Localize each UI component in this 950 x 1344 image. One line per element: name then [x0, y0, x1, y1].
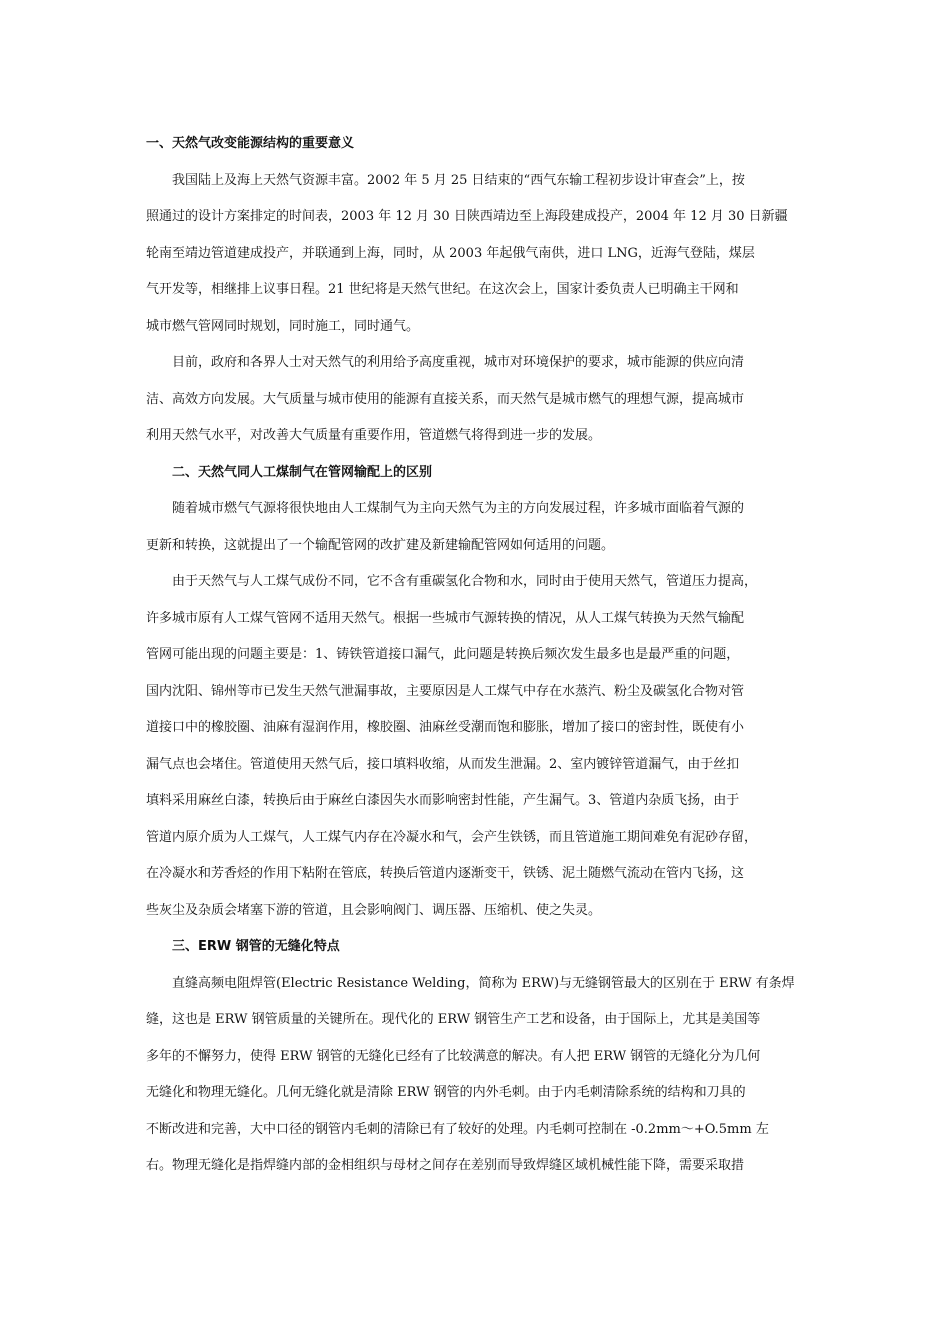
paragraph-line: 我国陆上及海上天然气资源丰富。2002 年 5 月 25 日结束的“西气东输工程初步设计审查会”上，按: [172, 172, 745, 188]
paragraph-line: 轮南至靖边管道建成投产，并联通到上海，同时，从 2003 年起俄气南供，进口 LNG，近海气登陆，煤层: [146, 245, 755, 261]
paragraph: [146, 491, 811, 564]
paragraph-line: 缝，这也是 ERW 钢管质量的关键所在。现代化的 ERW 钢管生产工艺和设备，由于国际上，尤其是美国等: [146, 1012, 761, 1027]
paragraph-line: 些灰尘及杂质会堵塞下游的管道，且会影响阀门、调压器、压缩机、使之失灵。: [146, 902, 602, 918]
paragraph-line: 在冷凝水和芳香烃的作用下粘附在管底，转换后管道内逐渐变干，铁锈、泥土随燃气流动在管内飞扬，这: [146, 866, 745, 881]
paragraph-line: 右。物理无缝化是指焊缝内部的金相组织与母材之间存在差别而导致焊缝区域机械性能下降，需要采取措: [146, 1158, 745, 1173]
paragraph-line: 随着城市燃气气源将很快地由人工煤制气为主向天然气为主的方向发展过程，许多城市面临着气源的: [172, 501, 745, 516]
paragraph-line: 更新和转换，这就提出了一个输配管网的改扩建及新建输配管网如何适用的问题。: [146, 537, 615, 553]
paragraph: [146, 345, 811, 455]
section-heading: 一、天然气改变能源结构的重要意义: [146, 136, 355, 151]
paragraph-line: 无缝化和物理无缝化。几何无缝化就是清除 ERW 钢管的内外毛刺。由于内毛刺清除系统的结构和刀具的: [146, 1085, 746, 1100]
paragraph-line: 不断改进和完善，大中口径的钢管内毛刺的清除已有了较好的处理。内毛刺可控制在 -0.2mm～+O.5mm 左: [146, 1121, 769, 1137]
paragraph-line: 直缝高频电阻焊管(Electric Resistance Welding，简称为 ERW)与无缝钢管最大的区别在于 ERW 有条焊: [172, 975, 795, 991]
paragraph-line: 填料采用麻丝白漆，转换后由于麻丝白漆因失水而影响密封性能，产生漏气。3、管道内杂质飞扬，由于: [146, 793, 740, 808]
paragraph-line: 管网可能出现的问题主要是：1、铸铁管道接口漏气，此问题是转换后频次发生最多也是最严重的问题，: [146, 647, 740, 662]
paragraph-line: 管道内原介质为人工煤气，人工煤气内存在冷凝水和气，会产生铁锈，而且管道施工期间难免有泥砂存留，: [146, 829, 758, 845]
paragraph-line: 洁、高效方向发展。大气质量与城市使用的能源有直接关系，而天然气是城市燃气的理想气源，提高城市: [146, 391, 745, 407]
paragraph: [146, 966, 811, 1185]
paragraph-line: 国内沈阳、锦州等市已发生天然气泄漏事故，主要原因是人工煤气中存在水蒸汽、粉尘及碳氢化合物对管: [146, 683, 745, 699]
paragraph-line: 利用天然气水平，对改善大气质量有重要作用，管道燃气将得到进一步的发展。: [146, 428, 602, 443]
section-heading: 二、天然气同人工煤制气在管网输配上的区别: [172, 464, 433, 480]
document-body: [146, 126, 811, 1185]
paragraph-line: 漏气点也会堵住。管道使用天然气后，接口填料收缩，从而发生泄漏。2、室内镀锌管道漏气，由于丝扣: [146, 756, 740, 772]
paragraph: [146, 564, 811, 929]
paragraph-line: 多年的不懈努力，使得 ERW 钢管的无缝化已经有了比较满意的解决。有人把 ERW 钢管的无缝化分为几何: [146, 1048, 761, 1064]
paragraph-line: 道接口中的橡胶圈、油麻有湿润作用，橡胶圈、油麻丝受潮而饱和膨胀，增加了接口的密封性，既使有小: [146, 720, 745, 735]
paragraph-line: 许多城市原有人工煤气管网不适用天然气。根据一些城市气源转换的情况，从人工煤气转换为天然气输配: [146, 610, 745, 626]
paragraph-line: 气开发等，相继排上议事日程。21 世纪将是天然气世纪。在这次会上，国家计委负责人已明确主干网和: [146, 282, 739, 297]
paragraph-line: 照通过的设计方案排定的时间表，2003 年 12 月 30 日陕西靖边至上海段建成投产，2004 年 12 月 30 日新疆: [146, 209, 788, 224]
paragraph-line: 目前，政府和各界人士对天然气的利用给予高度重视，城市对环境保护的要求，城市能源的供应向清: [172, 355, 745, 370]
section-heading: 三、ERW 钢管的无缝化特点: [172, 939, 340, 954]
paragraph: [146, 163, 811, 346]
paragraph-line: 城市燃气管网同时规划，同时施工，同时通气。: [146, 318, 420, 334]
paragraph-line: 由于天然气与人工煤气成份不同，它不含有重碳氢化合物和水，同时由于使用天然气，管道压力提高，: [172, 574, 758, 589]
